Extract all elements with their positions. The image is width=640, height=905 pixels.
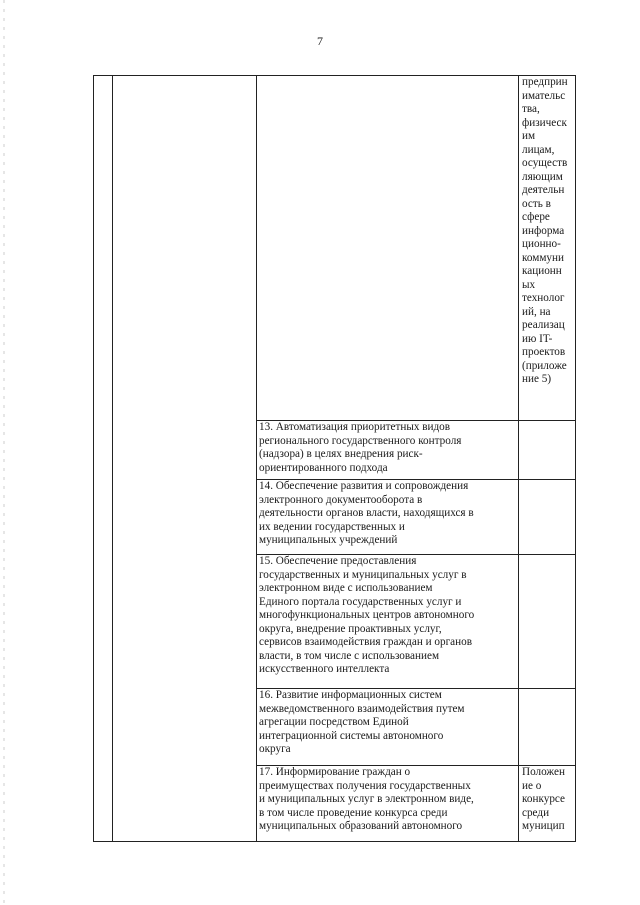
- note-cell: [519, 555, 576, 689]
- scan-edge-artifact: [3, 0, 5, 905]
- measure-cell: 14. Обеспечение развития и сопровождения электронного документооборота в деятельности органов власти, находящихся в их ведении государственных и муниципальных учреждений: [257, 480, 519, 555]
- measure-cell: 17. Информирование граждан о преимуществах получения государственных и муниципальных услуг в электронном виде, в том числе проведение конкурса среди муниципальных образований автономного: [257, 766, 519, 842]
- measure-cell: 15. Обеспечение предоставления государственных и муниципальных услуг в электронном виде с использованием Единого портала государственных услуг и многофункциональных центров автономного округа, внедрение проактивных услуг, сервисов взаимодействия граждан и органов власти, в том числе с использованием искусственного интеллекта: [257, 555, 519, 689]
- note-cell: [519, 689, 576, 766]
- note-cell: [519, 480, 576, 555]
- note-cell: [519, 421, 576, 480]
- col-number-cell: [94, 76, 113, 842]
- measure-cell: [257, 76, 519, 421]
- measure-cell: 13. Автоматизация приоритетных видов регионального государственного контроля (надзора) в целях внедрения риск- ориентированного подхода: [257, 421, 519, 480]
- note-cell: предприн имательс тва, физическ им лицам, осуществ ляющим деятельн ость в сфере информа ционно- коммуни кационн ых технолог ий, на реализац ию IT- проектов (приложе ние 5): [519, 76, 576, 421]
- note-cell: Положен ие о конкурсе среди муницип: [519, 766, 576, 842]
- col-name-cell: [113, 76, 257, 842]
- page-number: 7: [317, 34, 323, 48]
- measure-cell: 16. Развитие информационных систем межведомственного взаимодействия путем агрегации посредством Единой интеграционной системы автономного округа: [257, 689, 519, 766]
- document-table: [93, 75, 576, 842]
- table-row: [94, 76, 576, 421]
